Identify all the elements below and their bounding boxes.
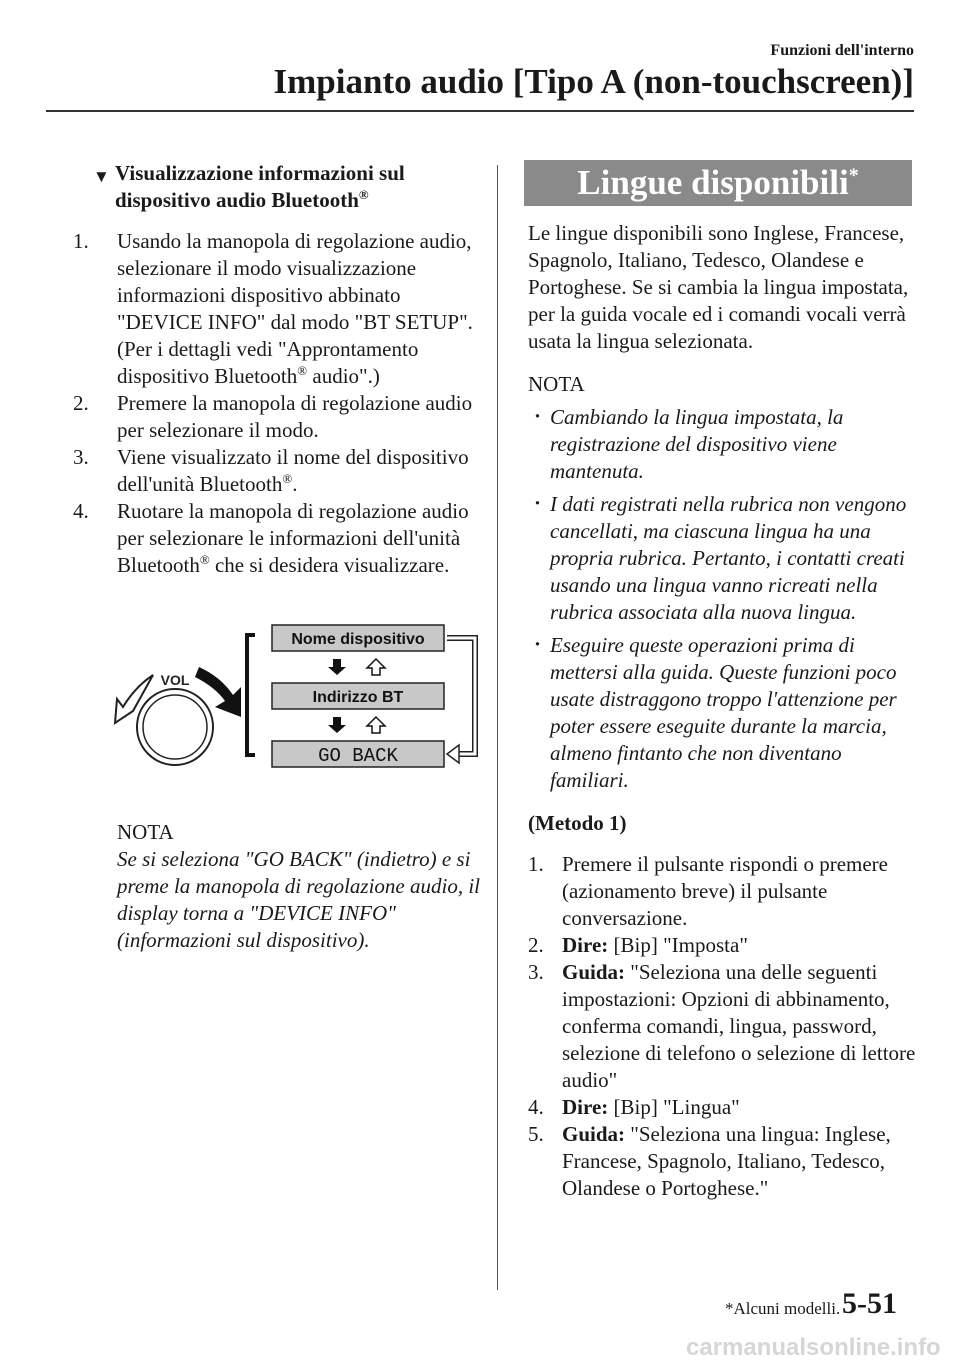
- down-arrow-icon: [328, 717, 346, 733]
- svg-text:GO BACK: GO BACK: [318, 745, 398, 767]
- up-arrow-icon: [367, 717, 385, 733]
- diagram-svg: [95, 615, 485, 805]
- list-item: 1. Premere il pulsante rispondi o premere (azionamento breve) il pulsante conversazione.: [528, 852, 888, 930]
- page-title: Impianto audio [Tipo A (non-touchscreen)]: [273, 62, 914, 101]
- list-item: · Eseguire queste operazioni prima di mettersi alla guida. Queste funzioni poco usate distraggono troppo l'attenzione per poter essere eseguite durante la marcia, almeno fintanto che non diventano familiari.: [534, 632, 897, 792]
- column-divider: [497, 165, 498, 1290]
- page-number: 5-51: [842, 1287, 897, 1320]
- right-column: [528, 160, 916, 1202]
- up-arrow-icon: [367, 659, 385, 675]
- down-arrow-icon: [328, 659, 346, 675]
- watermark: carmanualsonline.info: [686, 1334, 941, 1361]
- list-item: 5. Guida: "Seleziona una lingua: Inglese, Francese, Spagnolo, Italiano, Tedesco, Olandese o Portoghese.": [528, 1122, 891, 1200]
- list-item: 3. Viene visualizzato il nome del dispositivo dell'unità Bluetooth®.: [73, 445, 469, 496]
- subsection-heading: ▼ Visualizzazione informazioni sul dispositivo audio Bluetooth®: [93, 161, 405, 212]
- svg-text:Indirizzo BT: Indirizzo BT: [312, 689, 404, 706]
- section-banner: Lingue disponibili*: [524, 160, 912, 206]
- list-item: 2. Premere la manopola di regolazione audio per selezionare il modo.: [73, 391, 473, 442]
- note-block: NOTA Se si seleziona "GO BACK" (indietro) e si preme la manopola di regolazione audio, il display torna a "DEVICE INFO" (informazioni sul dispositivo).: [117, 820, 480, 952]
- triangle-bullet-icon: ▼: [93, 167, 110, 186]
- method-heading: (Metodo 1): [528, 811, 627, 835]
- list-item: 4. Dire: [Bip] "Lingua": [528, 1095, 740, 1119]
- header-rule: [46, 110, 914, 112]
- device-info-diagram: [95, 615, 480, 805]
- list-item: 3. Guida: "Seleziona una delle seguenti impostazioni: Opzioni di abbinamento, conferma comandi, lingua, password, selezione di telefono o selezione di lettore audio": [528, 960, 916, 1092]
- intro-paragraph: Le lingue disponibili sono Inglese, Francese, Spagnolo, Italiano, Tedesco, Olandese e Portoghese. Se si cambia la lingua impostata, per la guida vocale ed i comandi vocali verrà usata la lingua selezionata.: [528, 221, 909, 353]
- loop-arrow-icon: [447, 745, 459, 763]
- left-column: [73, 160, 480, 954]
- volume-knob-icon: [137, 689, 213, 765]
- note-title: NOTA: [528, 372, 585, 396]
- method-steps-list: [528, 851, 916, 1202]
- list-item: 1. Usando la manopola di regolazione audio, selezionare il modo visualizzazione informazioni dispositivo abbinato "DEVICE INFO" dal modo "BT SETUP". (Per i dettagli vedi "Approntamento dispositivo Bluetooth® audio".): [73, 229, 473, 388]
- vol-label: VOL: [160, 672, 190, 688]
- list-item: 4. Ruotare la manopola di regolazione audio per selezionare le informazioni dell'unità Bluetooth® che si desidera visualizzare.: [73, 499, 469, 577]
- svg-text:Nome dispositivo: Nome dispositivo: [291, 631, 425, 648]
- steps-list: [73, 228, 480, 579]
- list-item: 2. Dire: [Bip] "Imposta": [528, 933, 748, 957]
- bullet-icon: ·: [534, 404, 542, 428]
- list-item: · Cambiando la lingua impostata, la registrazione del dispositivo viene mantenuta.: [534, 404, 844, 483]
- bullet-icon: ·: [534, 491, 542, 515]
- footnote: *Alcuni modelli.: [725, 1299, 841, 1318]
- bullet-icon: ·: [534, 632, 542, 656]
- section-label: Funzioni dell'interno: [770, 42, 914, 59]
- list-item: · I dati registrati nella rubrica non vengono cancellati, ma ciascuna lingua ha una propria rubrica. Pertanto, i contatti creati usando una lingua vanno ricreati nella rubrica associata alla nuova lingua.: [534, 491, 907, 624]
